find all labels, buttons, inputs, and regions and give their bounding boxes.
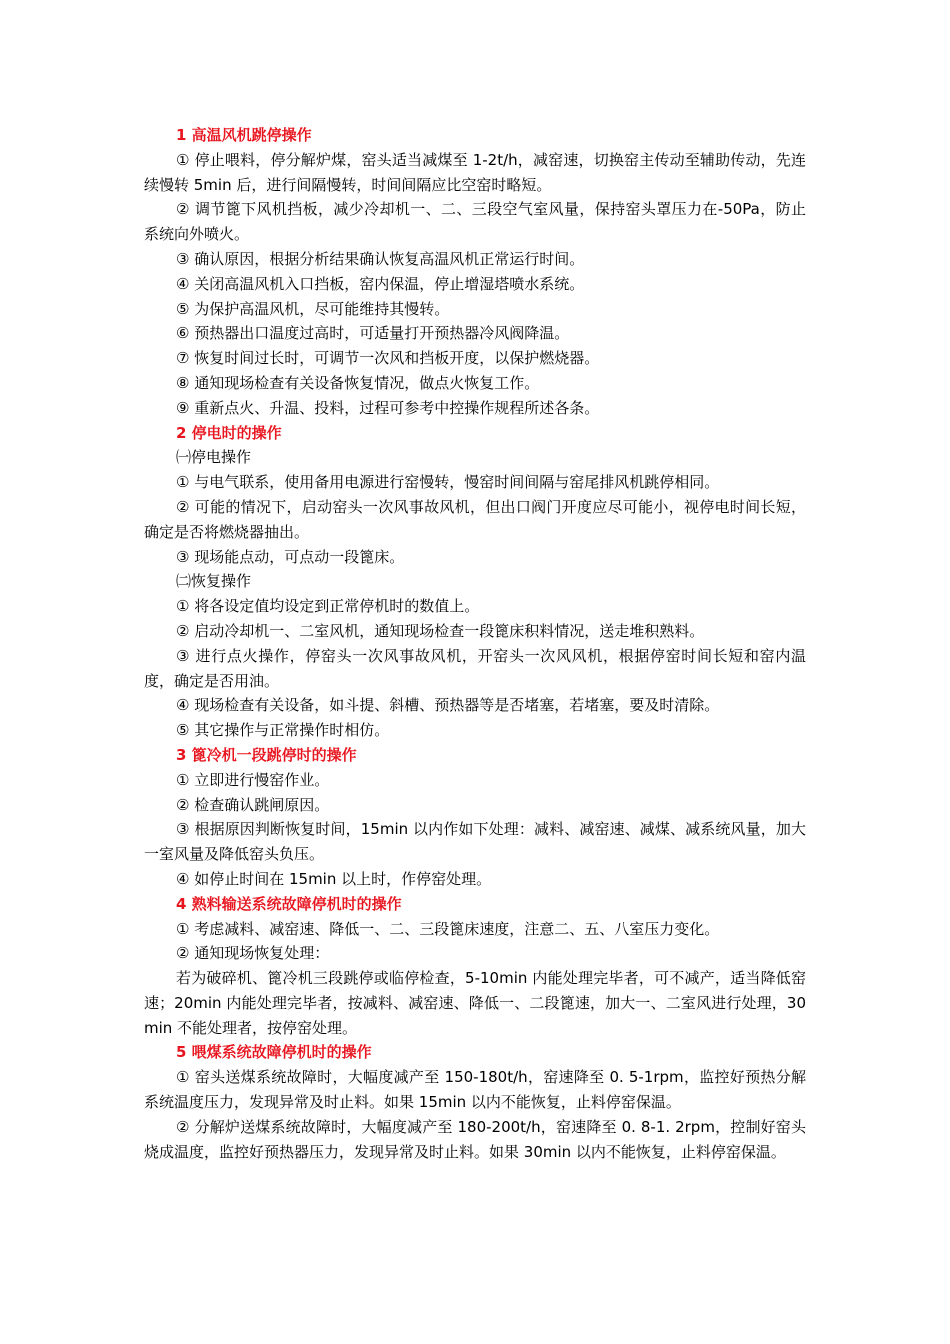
paragraph: ⑥ 预热器出口温度过高时，可适量打开预热器冷风阀降温。 — [176, 324, 570, 343]
section-1 — [144, 123, 806, 421]
paragraph: ④ 现场检查有关设备，如斗提、斜槽、预热器等是否堵塞，若堵塞，要及时清除。 — [176, 696, 720, 715]
section-2 — [144, 421, 806, 743]
paragraph: ④ 如停止时间在 15min 以上时，作停窑处理。 — [176, 869, 492, 888]
paragraph: ③ 进行点火操作，停窑头一次风事故风机，开窑头一次风风机，根据停窑时间长短和窑内温度，确定是否用油。 — [144, 646, 806, 690]
paragraph: ① 窑头送煤系统故障时，大幅度减产至 150-180t/h，窑速降至 0. 5-1rpm，监控好预热分解系统温度压力，发现异常及时止料。如果 15min 以内不能恢复，止料停窑保温。 — [144, 1068, 806, 1112]
paragraph: ⑧ 通知现场检查有关设备恢复情况，做点火恢复工作。 — [176, 373, 540, 392]
paragraph: ③ 现场能点动，可点动一段篦床。 — [176, 547, 405, 566]
section-5 — [144, 1040, 806, 1164]
paragraph: ① 与电气联系，使用备用电源进行窑慢转，慢窑时间间隔与窑尾排风机跳停相同。 — [176, 473, 720, 492]
paragraph: ① 将各设定值均设定到正常停机时的数值上。 — [176, 597, 480, 616]
subheading: ㈡恢复操作 — [176, 572, 252, 591]
section-heading: 1 高温风机跳停操作 — [176, 126, 312, 144]
paragraph: ④ 关闭高温风机入口挡板，窑内保温，停止增湿塔喷水系统。 — [176, 274, 585, 293]
paragraph: ⑦ 恢复时间过长时，可调节一次风和挡板开度，以保护燃烧器。 — [176, 349, 600, 368]
section-heading: 5 喂煤系统故障停机时的操作 — [176, 1043, 372, 1062]
section-heading: 2 停电时的操作 — [176, 423, 282, 442]
paragraph: ③ 确认原因，根据分析结果确认恢复高温风机正常运行时间。 — [176, 249, 585, 268]
paragraph: ⑨ 重新点火、升温、投料，过程可参考中控操作规程所述各条。 — [176, 398, 600, 417]
section-heading: 3 篦冷机一段跳停时的操作 — [176, 745, 357, 764]
paragraph: ③ 根据原因判断恢复时间，15min 以内作如下处理：减料、减窑速、减煤、减系统风量，加大一室风量及降低窑头负压。 — [144, 820, 806, 864]
paragraph: ① 考虑减料、减窑速、降低一、二、三段篦床速度，注意二、五、八室压力变化。 — [176, 919, 720, 938]
section-heading: 4 熟料输送系统故障停机时的操作 — [176, 894, 402, 913]
paragraph: ② 可能的情况下，启动窑头一次风事故风机，但出口阀门开度应尽可能小，视停电时间长短，确定是否将燃烧器抽出。 — [144, 497, 806, 541]
paragraph: ⑤ 为保护高温风机，尽可能维持其慢转。 — [176, 299, 450, 318]
paragraph: ② 通知现场恢复处理： — [176, 944, 330, 963]
section-4 — [144, 892, 806, 1041]
paragraph: ⑤ 其它操作与正常操作时相仿。 — [176, 721, 390, 740]
paragraph: ① 停止喂料，停分解炉煤，窑头适当减煤至 1-2t/h，减窑速，切换窑主传动至辅助传动，先连续慢转 5min 后，进行间隔慢转，时间间隔应比空窑时略短。 — [144, 150, 806, 194]
document-page — [144, 123, 806, 1164]
section-3 — [144, 743, 806, 892]
paragraph: ② 启动冷却机一、二室风机，通知现场检查一段篦床积料情况，送走堆积熟料。 — [176, 621, 705, 640]
paragraph: 若为破碎机、篦冷机三段跳停或临停检查，5-10min 内能处理完毕者，可不减产，适当降低窑速；20min 内能处理完毕者，按减料、减窑速、降低一、二段篦速，加大一、二室风进行处理，30min 不能处理者，按停窑处理。 — [144, 969, 806, 1037]
subheading: ㈠停电操作 — [176, 448, 252, 467]
paragraph: ① 立即进行慢窑作业。 — [176, 770, 330, 789]
paragraph: ② 分解炉送煤系统故障时，大幅度减产至 180-200t/h，窑速降至 0. 8-1. 2rpm，控制好窑头烧成温度，监控好预热器压力，发现异常及时止料。如果 30min 以内不能恢复，止料停窑保温。 — [144, 1117, 806, 1161]
paragraph: ② 检查确认跳闸原因。 — [176, 795, 330, 814]
paragraph: ② 调节篦下风机挡板，减少冷却机一、二、三段空气室风量，保持窑头罩压力在-50Pa，防止系统向外喷火。 — [144, 200, 806, 244]
